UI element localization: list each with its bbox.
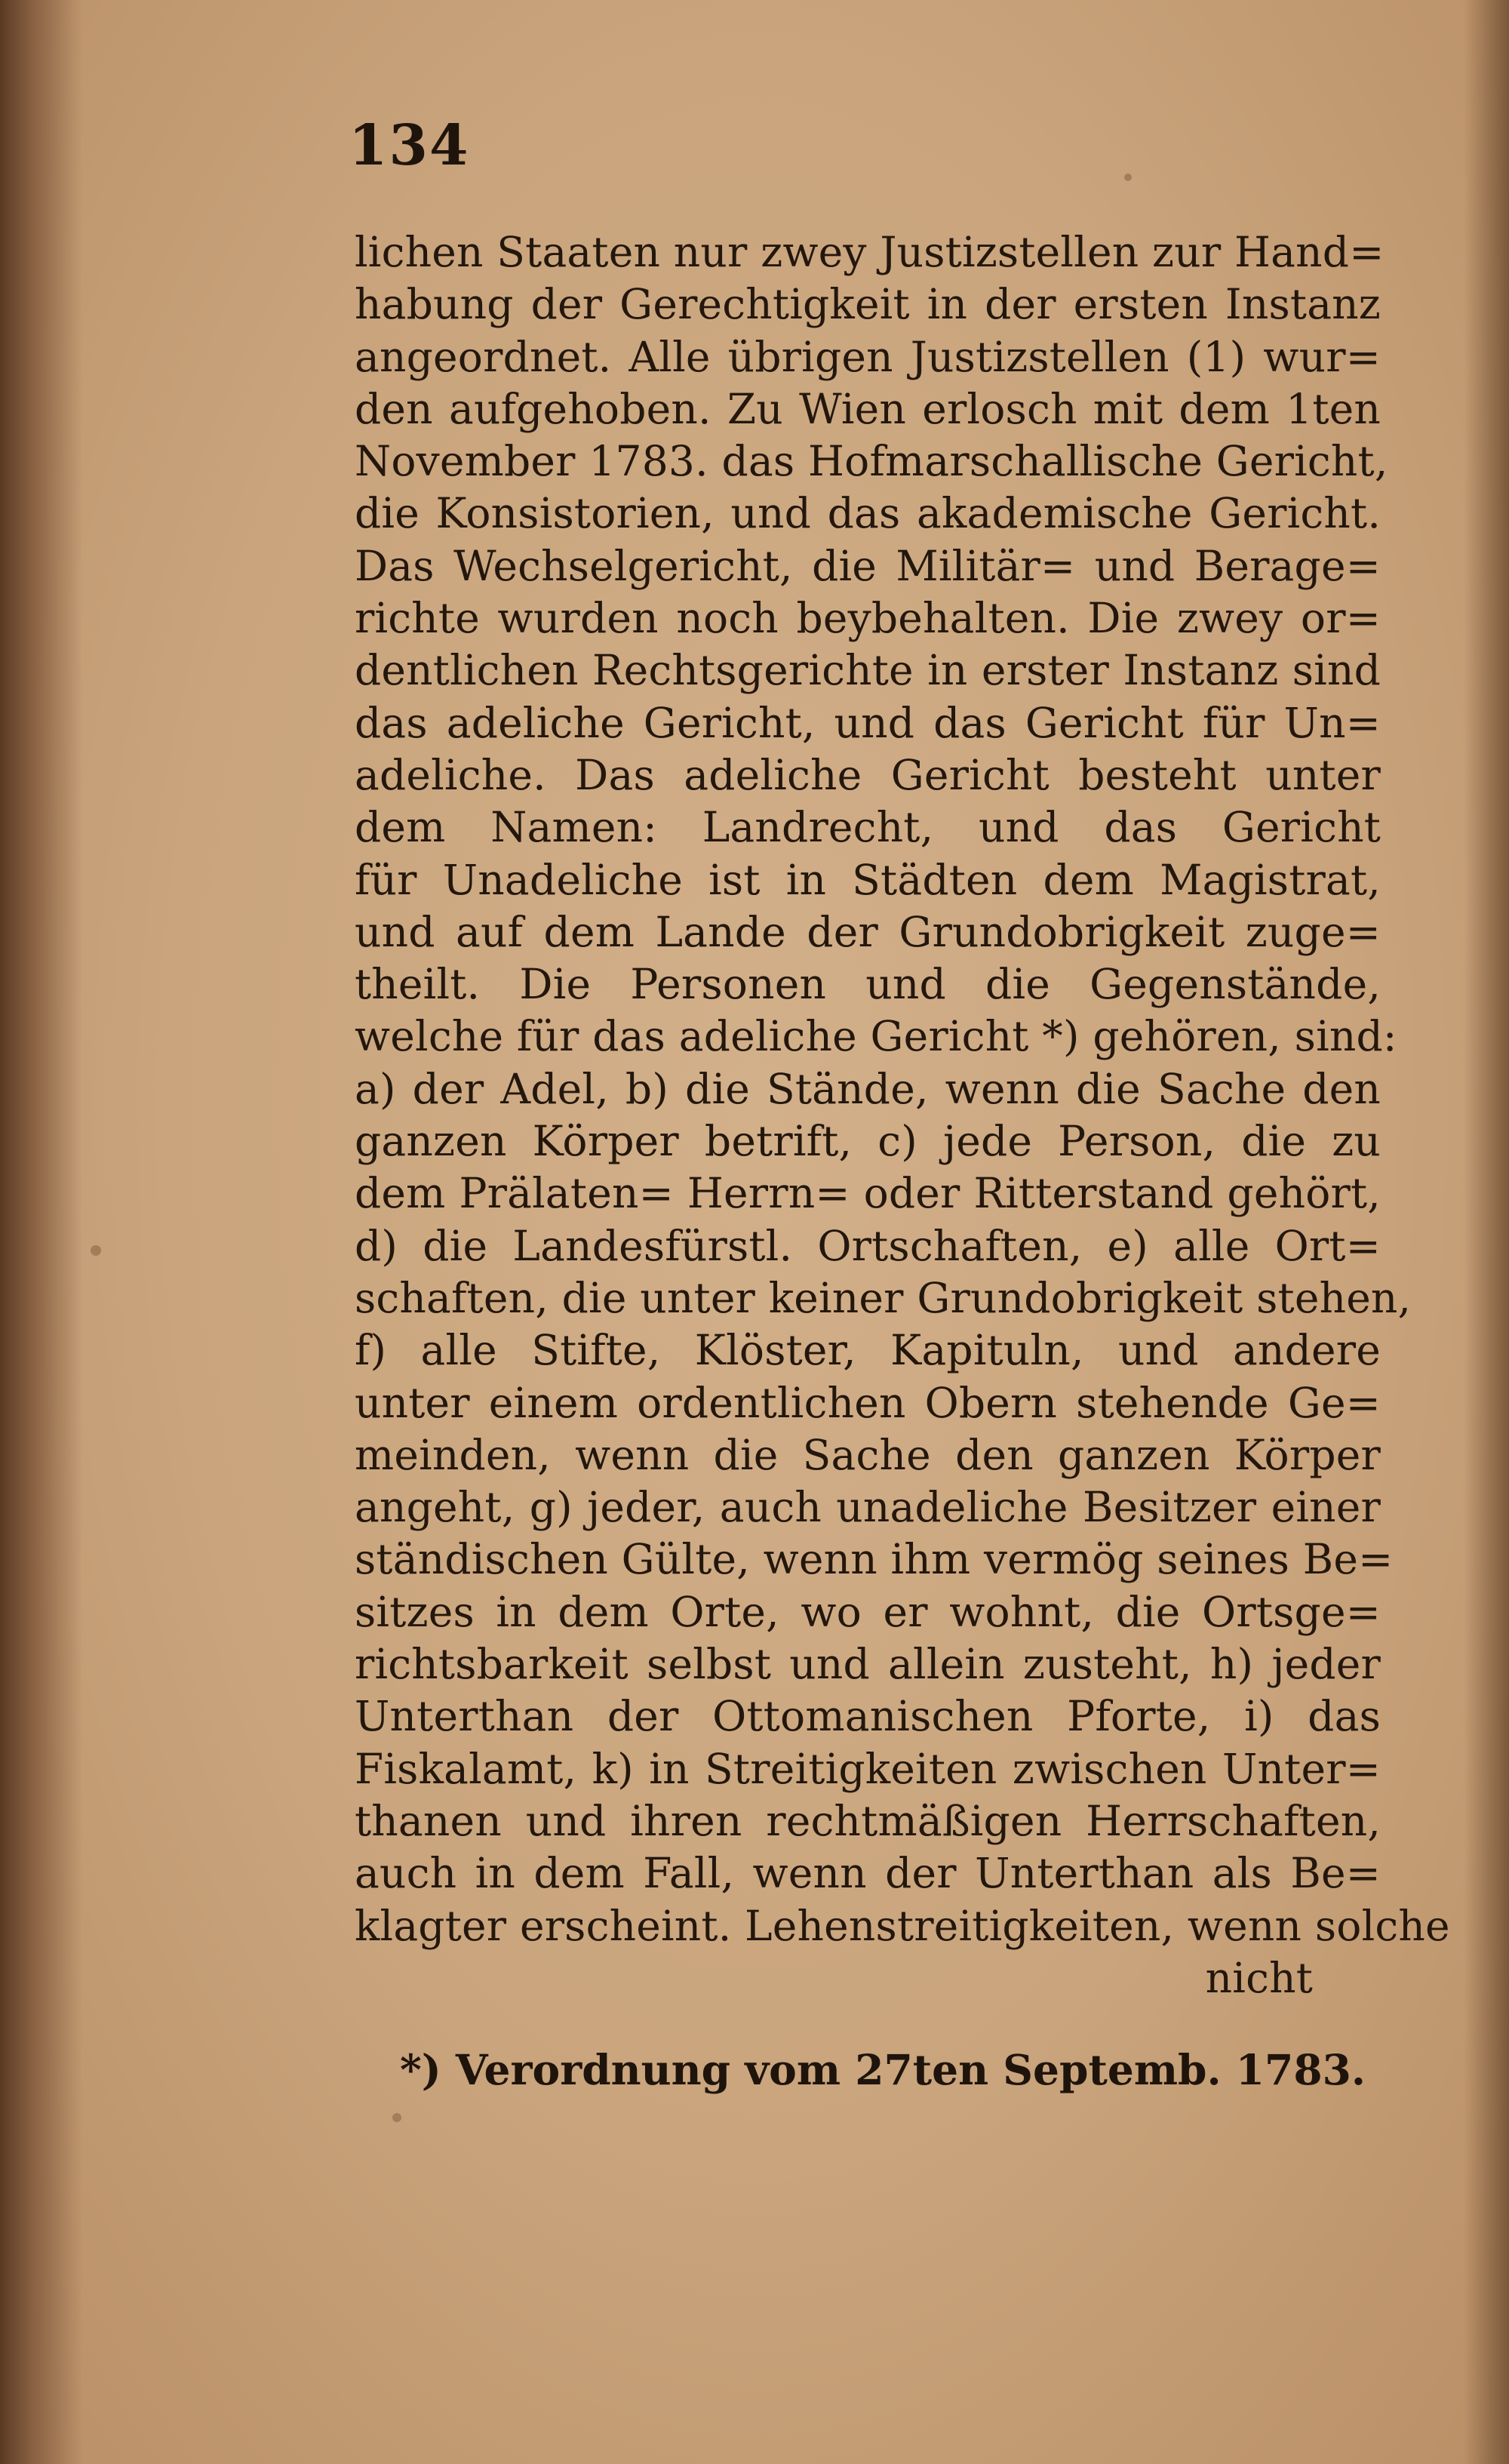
text-line: klagter erscheint. Lehenstreitigkeiten, wenn solche [355, 1901, 1450, 1950]
page-number: 134 [349, 113, 470, 178]
text-line: November 1783. das Hofmarschallische Gericht, [355, 437, 1388, 486]
text-line: Fiskalamt, k) in Streitigkeiten zwischen Unter= [355, 1744, 1381, 1793]
text-line: dem Prälaten= Herrn= oder Ritterstand gehört, [355, 1169, 1381, 1218]
text-line: und auf dem Lande der Grundobrigkeit zuge= [355, 907, 1381, 956]
text-line: lichen Staaten nur zwey Justizstellen zur Hand= [355, 228, 1385, 276]
text-line: sitzes in dem Orte, wo er wohnt, die Ortsge= [355, 1587, 1381, 1636]
text-line: Das Wechselgericht, die Militär= und Berage= [355, 541, 1381, 590]
text-line: schaften, die unter keiner Grundobrigkeit stehen, [355, 1273, 1412, 1322]
text-line: d) die Landesfürstl. Ortschaften, e) alle Ort= [355, 1221, 1381, 1270]
text-line: für Unadeliche ist in Städten dem Magistrat, [355, 855, 1381, 904]
footnote: *) Verordnung vom 27ten Septemb. 1783. [400, 2045, 1366, 2094]
text-line: das adeliche Gericht, und das Gericht für Un= [355, 698, 1381, 747]
text-line: f) alle Stifte, Klöster, Kapituln, und andere [355, 1326, 1381, 1375]
text-line: die Konsistorien, und das akademische Gericht. [355, 489, 1381, 538]
text-line: dem Namen: Landrecht, und das Gericht [355, 803, 1381, 852]
text-line: richtsbarkeit selbst und allein zusteht, h) jeder [355, 1640, 1381, 1689]
text-line: thanen und ihren rechtmäßigen Herrschaften, [355, 1796, 1381, 1845]
text-line: angeht, g) jeder, auch unadeliche Besitzer einer [355, 1483, 1381, 1532]
paper-stain [91, 1245, 101, 1256]
text-line: den aufgehoben. Zu Wien erlosch mit dem 1ten [355, 384, 1381, 433]
text-line: auch in dem Fall, wenn der Unterthan als Be= [355, 1849, 1381, 1898]
text-line: adeliche. Das adeliche Gericht besteht unter [355, 750, 1381, 799]
page-edge [1464, 0, 1509, 2464]
text-line: Unterthan der Ottomanischen Pforte, i) das [355, 1692, 1381, 1741]
body-text [355, 226, 1450, 2004]
text-line: habung der Gerechtigkeit in der ersten Instanz [355, 280, 1381, 329]
text-line: angeordnet. Alle übrigen Justizstellen (1) wur= [355, 332, 1381, 381]
paper-stain [392, 2113, 401, 2122]
text-line: unter einem ordentlichen Obern stehende Ge= [355, 1378, 1381, 1427]
text-line: dentlichen Rechtsgerichte in erster Instanz sind [355, 646, 1381, 695]
text-line: ständischen Gülte, wenn ihm vermög seines Be= [355, 1535, 1394, 1584]
binding-shadow [0, 0, 83, 2464]
text-line: a) der Adel, b) die Stände, wenn die Sache den [355, 1064, 1381, 1113]
catchword: nicht [1205, 1953, 1313, 2002]
text-line: ganzen Körper betrift, c) jede Person, die zu [355, 1117, 1381, 1166]
text-line: welche für das adeliche Gericht *) gehören, sind: [355, 1012, 1397, 1061]
paper-stain [1124, 174, 1132, 181]
text-line: meinden, wenn die Sache den ganzen Körper [355, 1430, 1381, 1479]
text-line: theilt. Die Personen und die Gegenstände, [355, 960, 1381, 1009]
text-line: richte wurden noch beybehalten. Die zwey or= [355, 594, 1381, 643]
